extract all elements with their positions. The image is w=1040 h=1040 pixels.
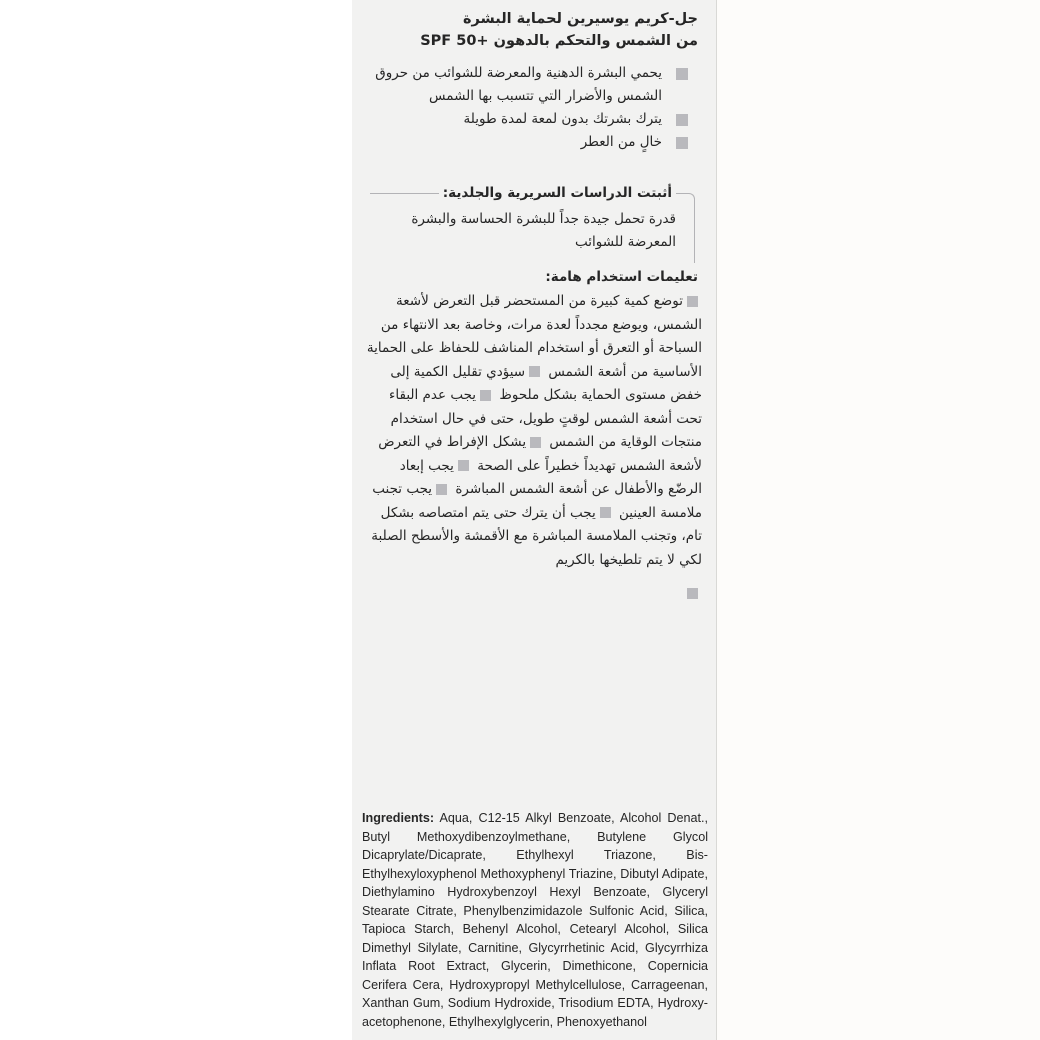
bullet-square-icon bbox=[436, 484, 447, 495]
product-title-line-2: من الشمس والتحكم بالدهون +SPF 50 bbox=[420, 33, 698, 49]
bullet-square-icon bbox=[600, 507, 611, 518]
clinical-studies-heading: أثبتت الدراسات السريرية والجلدية: bbox=[439, 183, 676, 203]
usage-item: توضع كمية كبيرة من المستحضر قبل التعرض لأشعة الشمس، ويوضع مجدداً لعدة مرات، وخاصة بعد الانتهاء من السباحة أو التعرق أو استخدام المناشف للحفاظ على الحماية الأساسية من أشعة الشمس bbox=[366, 293, 702, 380]
ingredients-list bbox=[362, 809, 708, 1031]
clinical-studies-text: قدرة تحمل جيدة جداً للبشرة الحساسة والبشرة المعرضة للشوائب bbox=[411, 211, 676, 250]
benefits-list bbox=[368, 62, 698, 154]
benefit-item bbox=[368, 131, 698, 154]
ingredients-text: Aqua, C12-15 Alkyl Benzoate, Alcohol Denat., Butyl Methoxydibenzoylmethane, Butylene Glycol Dicaprylate/Dicaprate, Ethylhexyl Triazone, Bis-Ethylhexyloxyphenol Methoxyphenyl Triazine, Dibutyl Adipate, Diethylamino Hydroxybenzoyl Hexyl Benzoate, Glyceryl Stearate Citrate, Phenylbenzimidazole Sulfonic Acid, Silica, Tapioca Starch, Behenyl Alcohol, Cetearyl Alcohol, Silica Dimethyl Silylate, Carnitine, Glycyrrhetinic Acid, Glycyrrhiza Inflata Root Extract, Glycerin, Dimethicone, Copernicia Cerifera Cera, Hydroxypropyl Methylcellulose, Carrageenan, Xanthan Gum, Sodium Hydroxide, Trisodium EDTA, Hydroxy-acetophenone, Ethylhexylglycerin, Phenoxyethanol bbox=[362, 811, 708, 1029]
ingredients-label: Ingredients: bbox=[362, 811, 435, 825]
right-margin bbox=[717, 0, 1040, 1040]
usage-item: يجب عدم البقاء تحت أشعة الشمس لوقتٍ طويل، حتى في حال استخدام منتجات الوقاية من الشمس bbox=[389, 387, 702, 450]
bullet-square-icon bbox=[530, 437, 541, 448]
package-panel bbox=[352, 0, 717, 1040]
clinical-studies-box bbox=[370, 185, 695, 263]
product-title bbox=[398, 8, 698, 52]
bullet-square-icon bbox=[458, 460, 469, 471]
bullet-square-icon bbox=[676, 137, 688, 149]
benefit-text: يحمي البشرة الدهنية والمعرضة للشوائب من حروق الشمس والأضرار التي تتسبب بها الشمس bbox=[375, 65, 662, 104]
benefit-item bbox=[368, 62, 698, 108]
benefit-text: خالٍ من العطر bbox=[580, 134, 662, 150]
bullet-square-icon bbox=[687, 296, 698, 307]
usage-instructions-heading: تعليمات استخدام هامة: bbox=[545, 269, 698, 285]
bullet-square-icon bbox=[676, 68, 688, 80]
usage-item: يشكل الإفراط في التعرض لأشعة الشمس تهديداً خطيراً على الصحة bbox=[378, 434, 702, 474]
benefit-item bbox=[368, 108, 698, 131]
usage-item: يجب أن يترك حتى يتم امتصاصه بشكل تام، وتجنب الملامسة المباشرة مع الأقمشة والأسطح الصلبة لكي لا يتم تلطيخها بالكريم bbox=[371, 504, 702, 568]
bullet-square-icon bbox=[480, 390, 491, 401]
usage-item: سيؤدي تقليل الكمية إلى خفض مستوى الحماية بشكل ملحوظ bbox=[390, 363, 702, 403]
bullet-square-icon bbox=[676, 114, 688, 126]
usage-item: يجب إبعاد الرضّع والأطفال عن أشعة الشمس المباشرة bbox=[399, 457, 702, 497]
bullet-square-icon bbox=[529, 366, 540, 377]
product-title-line-1: جل-كريم يوسيرين لحماية البشرة bbox=[462, 11, 698, 27]
benefit-text: يترك بشرتك بدون لمعة لمدة طويلة bbox=[463, 111, 662, 127]
usage-instructions-text bbox=[366, 290, 702, 572]
end-square-icon bbox=[687, 588, 698, 599]
left-margin bbox=[0, 0, 352, 1040]
usage-item: يجب تجنب ملامسة العينين bbox=[372, 481, 702, 521]
